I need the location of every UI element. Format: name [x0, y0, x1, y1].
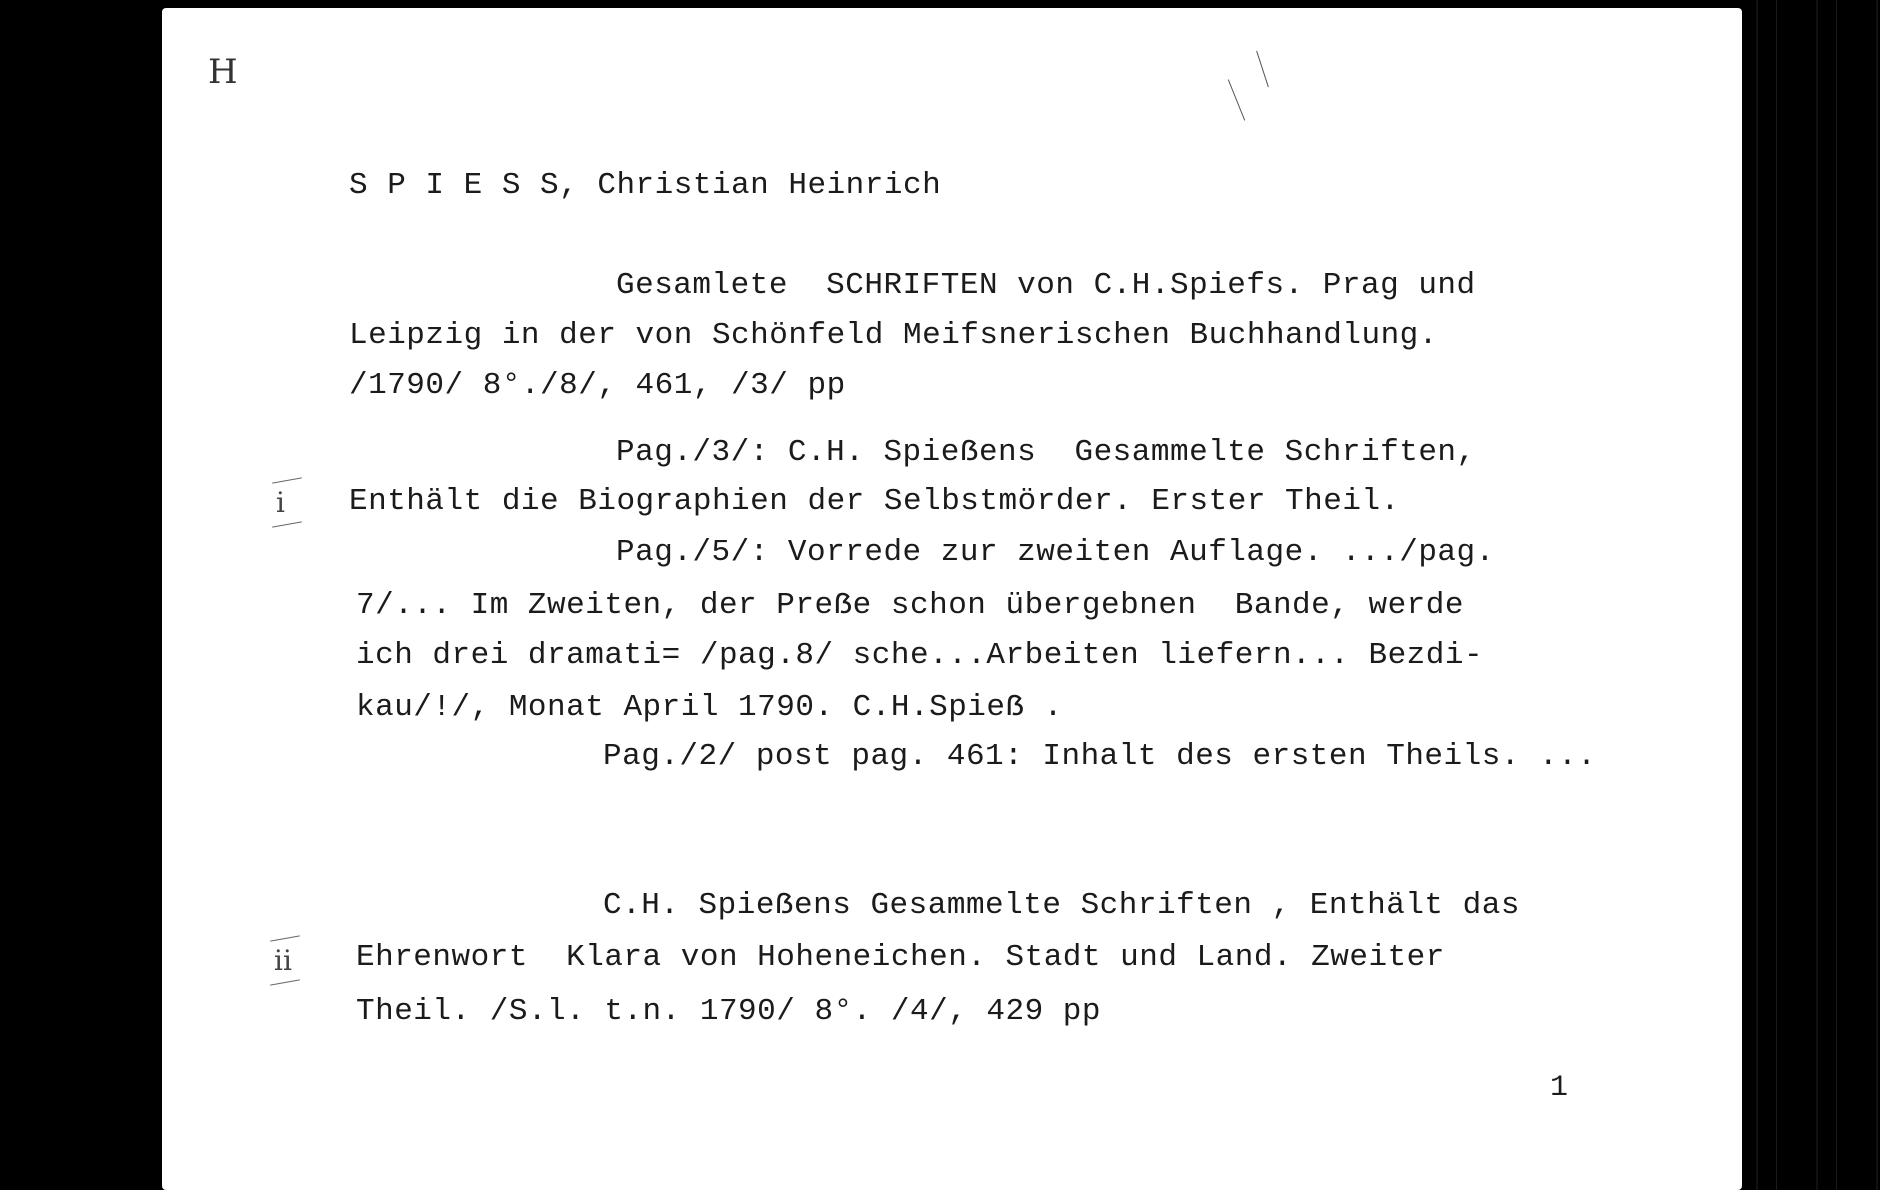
page-number: 1 [1550, 1071, 1569, 1105]
entry-2-line-1: C.H. Spieẞens Gesammelte Schriften , Enthält das [603, 888, 1520, 923]
entry-1-line-3: /1790/ 8°./8/, 461, /3/ pp [349, 368, 846, 403]
note-1-line-1: Pag./3/: C.H. Spieẞens Gesammelte Schriften, [616, 435, 1476, 470]
note-2-line-3: ich drei dramati= /pag.8/ sche...Arbeiten liefern... Bezdi- [356, 638, 1484, 673]
corner-mark: H [208, 52, 238, 92]
note-2-line-2: 7/... Im Zweiten, der Preẞe schon übergebnen Bande, werde [356, 588, 1464, 623]
author-heading: S P I E S S, Christian Heinrich [349, 168, 942, 203]
note-2-line-4: kau/!/, Monat April 1790. C.H.Spieẞ . [356, 690, 1063, 725]
entry-2-line-2: Ehrenwort Klara von Hoheneichen. Stadt und Land. Zweiter [356, 940, 1445, 975]
note-2-line-1: Pag./5/: Vorrede zur zweiten Auflage. .../pag. [616, 535, 1495, 570]
note-3-line-1: Pag./2/ post pag. 461: Inhalt des ersten Theils. ... [603, 739, 1597, 774]
scan-edge-strip [1742, 0, 1880, 1190]
entry-2-line-3: Theil. /S.l. t.n. 1790/ 8°. /4/, 429 pp [356, 994, 1102, 1029]
note-1-line-2: Enthält die Biographien der Selbstmörder. Erster Theil. [349, 484, 1400, 519]
entry-1-line-1: Gesamlete SCHRIFTEN von C.H.Spiefs. Prag und [616, 268, 1476, 303]
margin-volume-mark-2: ii [274, 944, 292, 977]
margin-volume-mark-1: i [276, 486, 285, 519]
entry-1-line-2: Leipzig in der von Schönfeld Meifsnerischen Buchhandlung. [349, 318, 1438, 353]
